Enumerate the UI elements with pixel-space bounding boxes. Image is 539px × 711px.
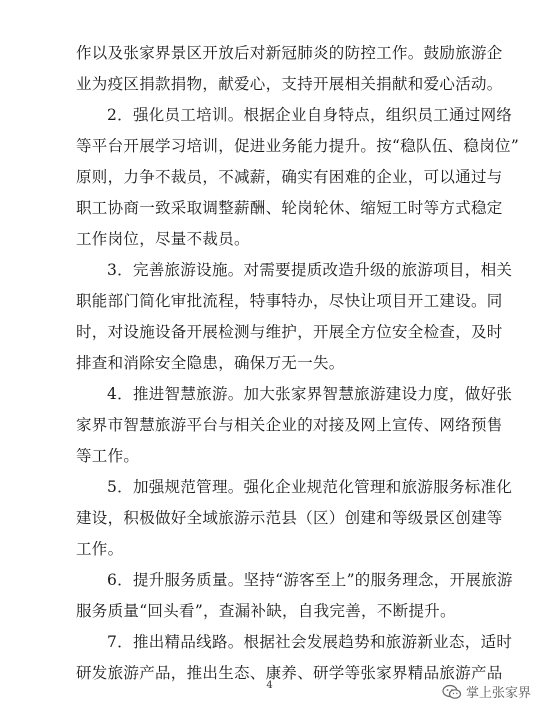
text-line: 工作岗位，尽量不裁员。: [76, 230, 250, 248]
paragraph-heading-line: 4．推进智慧旅游。加大张家界智慧旅游建设力度，做好张: [107, 385, 513, 403]
paragraph-heading-line: 2．强化员工培训。根据企业自身特点，组织员工通过网络: [107, 106, 513, 124]
text-line: 建设，积极做好全域旅游示范县（区）创建和等级景区创建等: [76, 509, 503, 527]
text-line: 时，对设施设备开展检测与维护，开展全方位安全检查，及时: [76, 323, 503, 341]
text-line: 等平台开展学习培训，促进业务能力提升。按“稳队伍、稳岗位”: [76, 137, 520, 155]
text-line: 工作。: [76, 540, 124, 558]
text-line: 研发旅游产品，推出生态、康养、研学等张家界精品旅游产品: [76, 664, 503, 682]
text-line: 业为疫区捐款捐物，献爱心，支持开展相关捐献和爱心活动。: [76, 75, 503, 93]
watermark: [442, 682, 531, 701]
text-line: 职工协商一致采取调整薪酬、轮岗轮休、缩短工时等方式稳定: [76, 199, 503, 217]
text-line: 作以及张家界景区开放后对新冠肺炎的防控工作。鼓励旅游企: [76, 44, 503, 62]
text-line: 等工作。: [76, 447, 140, 465]
page-number: 4: [266, 680, 273, 691]
paragraph-heading-line: 3．完善旅游设施。对需要提质改造升级的旅游项目，相关: [107, 261, 513, 279]
text-line: 服务质量“回头看”，查漏补缺，自我完善，不断提升。: [76, 602, 456, 620]
text-line: 职能部门简化审批流程，特事特办，尽快让项目开工建设。同: [76, 292, 503, 310]
text-line: 家界市智慧旅游平台与相关企业的对接及网上宣传、网络预售: [76, 416, 503, 434]
text-line: 排查和消除安全隐患，确保万无一失。: [76, 354, 345, 372]
watermark-text: 掌上张家界: [465, 686, 531, 701]
paragraph-heading-line: 7．推出精品线路。根据社会发展趋势和旅游新业态，适时: [107, 633, 513, 651]
paragraph-heading-line: 5．加强规范管理。强化企业规范化管理和旅游服务标准化: [107, 478, 513, 496]
wechat-icon: [442, 684, 462, 700]
paragraph-heading-line: 6．提升服务质量。坚持“游客至上”的服务理念，开展旅游: [107, 571, 513, 589]
text-line: 原则，力争不裁员，不减薪，确实有困难的企业，可以通过与: [76, 168, 503, 186]
